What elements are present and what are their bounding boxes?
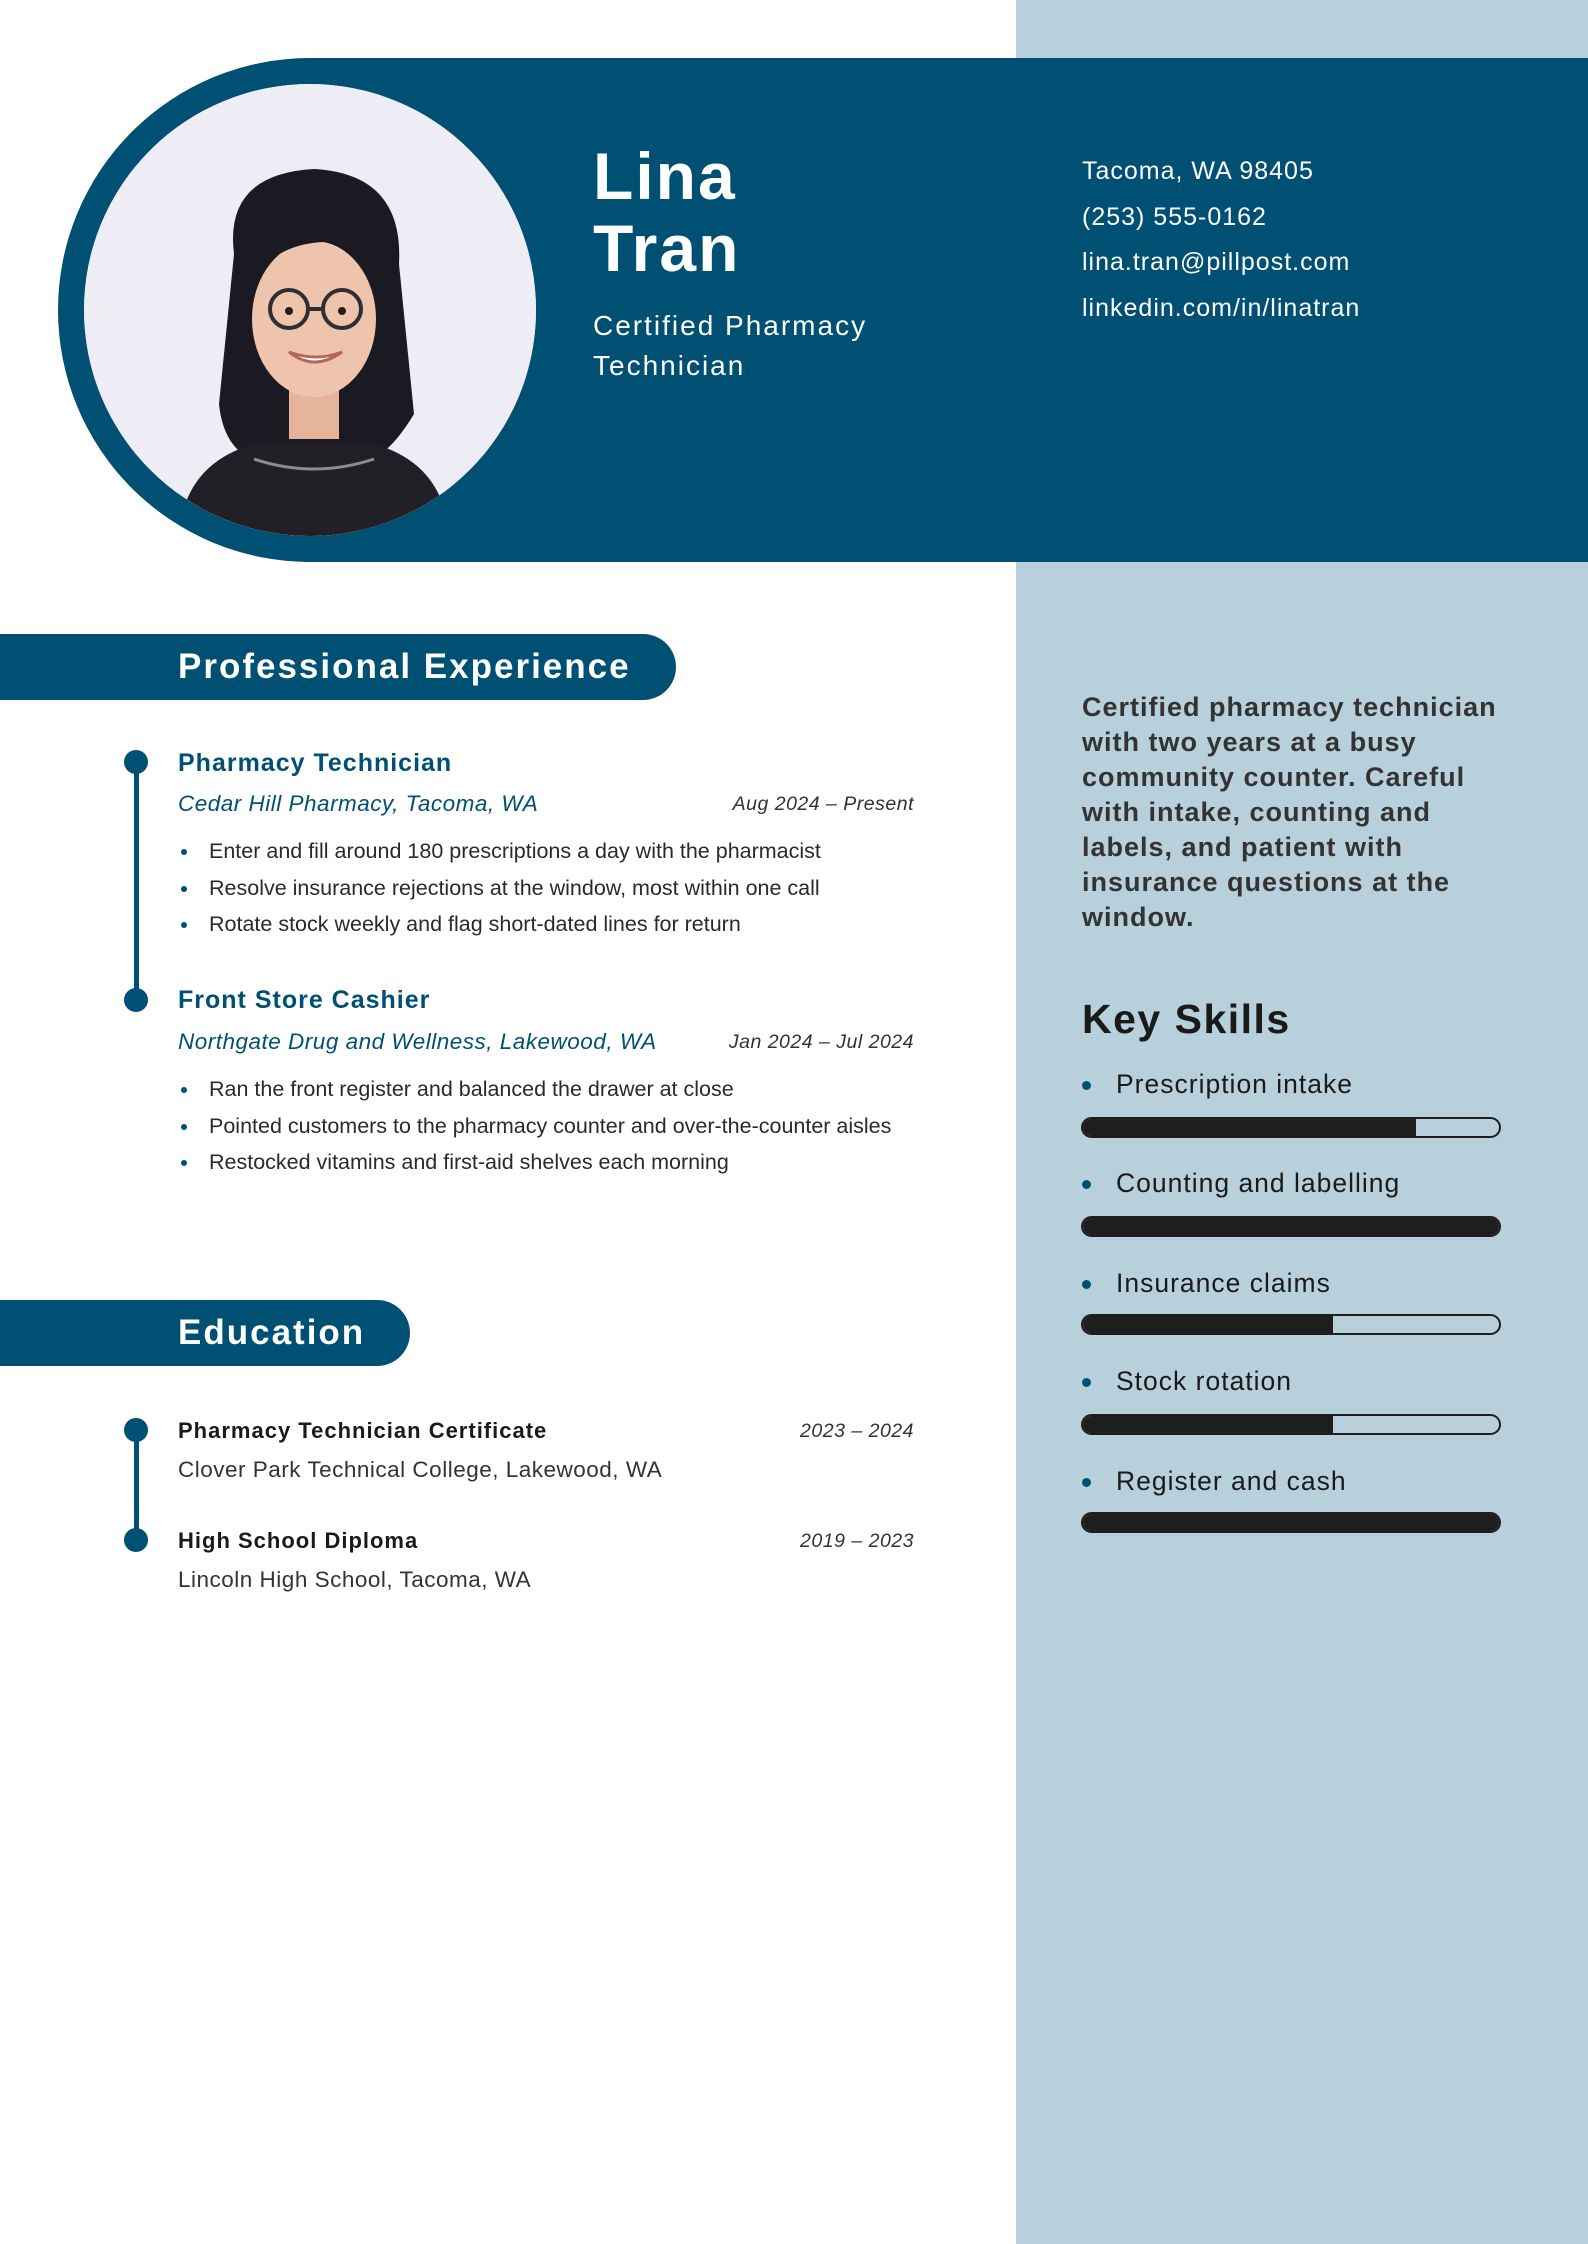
job-bullets [178, 1074, 898, 1184]
job-company: Northgate Drug and Wellness, Lakewood, WA [178, 1029, 657, 1054]
skill-level-fill [1083, 1514, 1499, 1531]
contact-linkedin: linkedin.com/in/linatran [1082, 293, 1361, 322]
skill-level-bar [1081, 1512, 1501, 1533]
skill-level-fill [1083, 1316, 1333, 1333]
job-bullet: Resolve insurance rejections at the window, most within one call [178, 873, 908, 904]
job-dates: Aug 2024 – Present [732, 793, 914, 815]
skill-level-bar [1081, 1414, 1501, 1435]
education-title: Pharmacy Technician Certificate [178, 1418, 548, 1443]
experience-timeline [134, 762, 139, 1000]
skill-level-fill [1083, 1218, 1499, 1235]
job-title: Pharmacy Technician [178, 749, 453, 777]
job-dates: Jan 2024 – Jul 2024 [728, 1031, 914, 1053]
contact-phone: (253) 555-0162 [1082, 202, 1267, 231]
candidate-name [593, 140, 740, 284]
education-heading: Education [178, 1313, 366, 1352]
skill-level-fill [1083, 1119, 1416, 1136]
skill-bullet [1082, 1478, 1091, 1487]
skill-bullet [1082, 1081, 1091, 1090]
skill-label: Insurance claims [1116, 1268, 1331, 1298]
job-company: Cedar Hill Pharmacy, Tacoma, WA [178, 791, 539, 816]
contact-location: Tacoma, WA 98405 [1082, 157, 1314, 185]
job-bullet: Rotate stock weekly and flag short-dated lines for return [178, 909, 908, 940]
job-bullet: Enter and fill around 180 prescriptions a day with the pharmacist [178, 836, 908, 867]
timeline-dot [124, 988, 148, 1012]
experience-section-header [0, 634, 676, 700]
first-name: Lina [593, 139, 737, 213]
skill-level-fill [1083, 1416, 1333, 1433]
skill-label: Register and cash [1116, 1466, 1347, 1496]
skill-level-bar [1081, 1216, 1501, 1237]
job-bullets [178, 836, 908, 946]
skill-bullet [1082, 1280, 1091, 1289]
education-timeline [134, 1430, 139, 1540]
profile-summary: Certified pharmacy technician with two years at a busy community counter. Careful with intake, counting and labels, and patient with insurance questions at the window. [1082, 692, 1497, 932]
education-school: Lincoln High School, Tacoma, WA [178, 1567, 532, 1592]
contact-email: lina.tran@pillpost.com [1082, 248, 1351, 276]
skill-level-bar [1081, 1117, 1501, 1138]
job-title: Front Store Cashier [178, 986, 431, 1014]
timeline-dot [124, 750, 148, 774]
skill-label: Counting and labelling [1116, 1168, 1401, 1198]
job-bullet: Pointed customers to the pharmacy counter and over-the-counter aisles [178, 1111, 898, 1142]
education-school: Clover Park Technical College, Lakewood, WA [178, 1457, 663, 1482]
experience-heading: Professional Experience [178, 647, 631, 686]
skill-label: Stock rotation [1116, 1366, 1293, 1396]
skills-heading: Key Skills [1082, 996, 1291, 1042]
job-bullet: Ran the front register and balanced the drawer at close [178, 1074, 898, 1105]
headline: Certified Pharmacy Technician [593, 310, 868, 381]
contact-list [1082, 152, 1360, 334]
job-bullet: Restocked vitamins and first-aid shelves each morning [178, 1147, 898, 1178]
profile-photo [84, 84, 536, 536]
education-dates: 2023 – 2024 [800, 1420, 914, 1442]
skill-level-bar [1081, 1314, 1501, 1335]
timeline-dot [124, 1528, 148, 1552]
education-dates: 2019 – 2023 [800, 1530, 914, 1552]
skill-bullet [1082, 1180, 1091, 1189]
skill-label: Prescription intake [1116, 1069, 1353, 1099]
education-title: High School Diploma [178, 1528, 419, 1553]
timeline-dot [124, 1418, 148, 1442]
education-section-header [0, 1300, 410, 1366]
skill-bullet [1082, 1378, 1091, 1387]
last-name: Tran [593, 211, 741, 285]
